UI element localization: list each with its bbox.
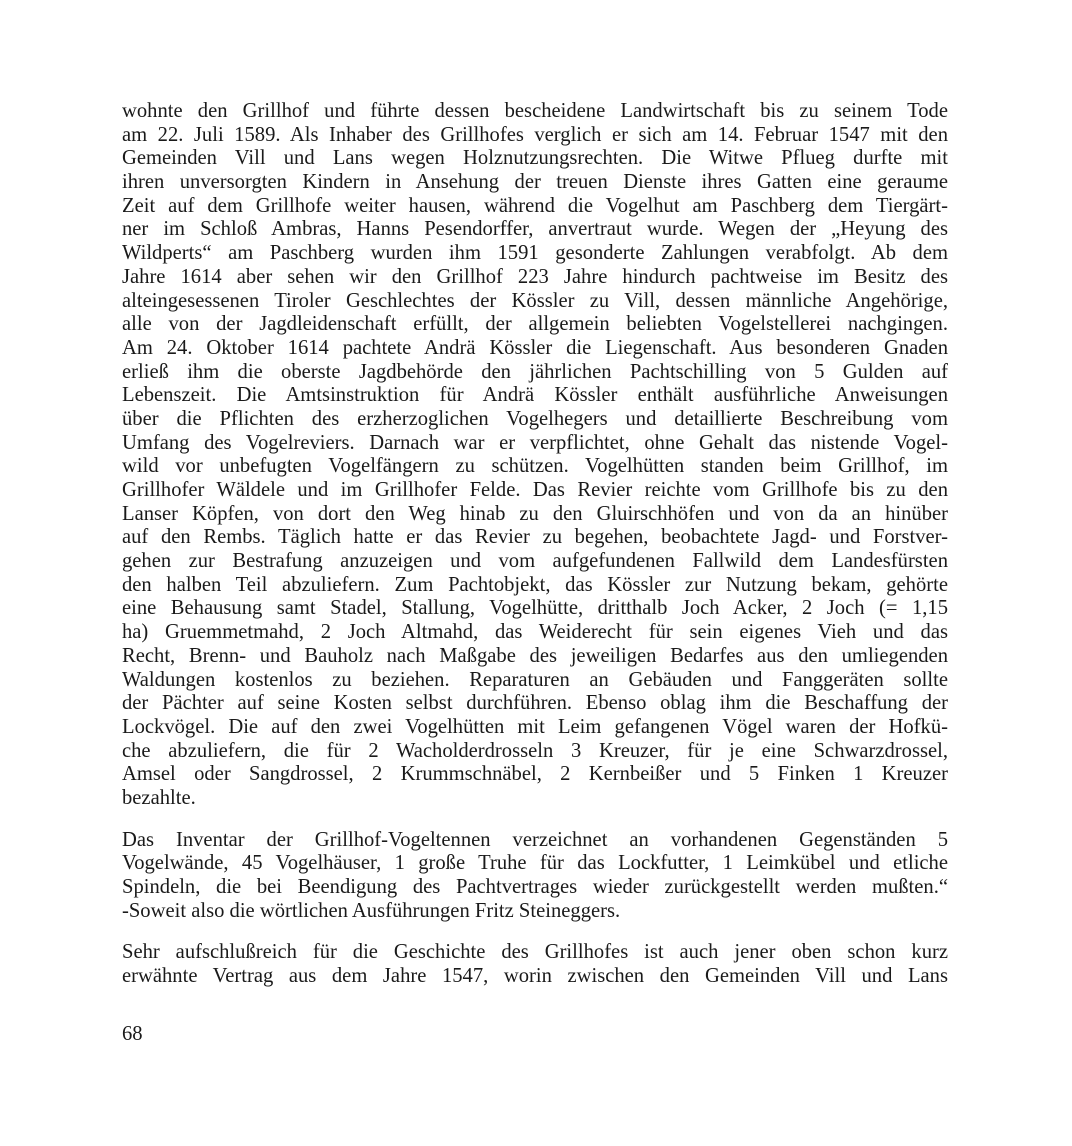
paragraph bbox=[122, 941, 948, 988]
text-line: Sehr aufschlußreich für die Geschichte des Grillhofes ist auch jener oben schon kurz bbox=[122, 941, 948, 964]
paragraph bbox=[122, 100, 948, 811]
text-line: Waldungen kostenlos zu beziehen. Reparaturen an Gebäuden und Fanggeräten sollte bbox=[122, 668, 948, 691]
text-line: auf den Rembs. Täglich hatte er das Revier zu begehen, beobachtete Jagd- und Forstver- bbox=[122, 526, 948, 549]
text-line: ihren unversorgten Kindern in Ansehung der treuen Dienste ihres Gatten eine geraume bbox=[122, 171, 948, 194]
text-line: Amsel oder Sangdrossel, 2 Krummschnäbel, 2 Kernbeißer und 5 Finken 1 Kreuzer bbox=[122, 763, 948, 786]
paragraph-gap bbox=[122, 811, 948, 829]
text-line: ha) Gruemmetmahd, 2 Joch Altmahd, das Weiderecht für sein eigenes Vieh und das bbox=[122, 621, 948, 644]
text-line: erwähnte Vertrag aus dem Jahre 1547, worin zwischen den Gemeinden Vill und Lans bbox=[122, 965, 948, 988]
text-line: ner im Schloß Ambras, Hanns Pesendorffer, anvertraut wurde. Wegen der „Heyung des bbox=[122, 218, 948, 241]
text-line: gehen zur Bestrafung anzuzeigen und vom aufgefundenen Fallwild dem Landesfürsten bbox=[122, 550, 948, 573]
text-line: über die Pflichten des erzherzoglichen Vogelhegers und detaillierte Beschreibung vom bbox=[122, 407, 948, 430]
text-line: Gemeinden Vill und Lans wegen Holznutzungsrechten. Die Witwe Pflueg durfte mit bbox=[122, 147, 948, 170]
text-line: Grillhofer Wäldele und im Grillhofer Felde. Das Revier reichte vom Grillhofe bis zu den bbox=[122, 479, 948, 501]
text-line: wild vor unbefugten Vogelfängern zu schützen. Vogelhütten standen beim Grillhof, im bbox=[122, 455, 948, 478]
text-line: Zeit auf dem Grillhofe weiter hausen, während die Vogelhut am Paschberg dem Tiergärt- bbox=[122, 194, 948, 217]
text-line: alteingesessenen Tiroler Geschlechtes der Kössler zu Vill, dessen männliche Angehörige, bbox=[122, 289, 948, 312]
text-body bbox=[122, 100, 948, 989]
text-line: Jahre 1614 aber sehen wir den Grillhof 223 Jahre hindurch pachtweise im Besitz des bbox=[122, 265, 948, 288]
text-line: den halben Teil abzuliefern. Zum Pachtobjekt, das Kössler zur Nutzung bekam, gehörte bbox=[122, 573, 948, 596]
text-line: Vogelwände, 45 Vogelhäuser, 1 große Truhe für das Lockfutter, 1 Leimkübel und etliche bbox=[122, 852, 948, 875]
text-line: eine Behausung samt Stadel, Stallung, Vogelhütte, dritthalb Joch Acker, 2 Joch (= 1,15 bbox=[122, 597, 948, 620]
text-line: che abzuliefern, die für 2 Wacholderdrosseln 3 Kreuzer, für je eine Schwarzdrossel, bbox=[122, 739, 948, 762]
text-line: Spindeln, die bei Beendigung des Pachtvertrages wieder zurückgestellt werden mußten.“ bbox=[122, 876, 948, 898]
text-line: erließ ihm die oberste Jagdbehörde den jährlichen Pachtschilling von 5 Gulden auf bbox=[122, 360, 948, 383]
page-body bbox=[122, 100, 948, 989]
text-line: Wildperts“ am Paschberg wurden ihm 1591 gesonderte Zahlungen verabfolgt. Ab dem bbox=[122, 242, 948, 265]
paragraph-gap bbox=[122, 923, 948, 941]
text-line: alle von der Jagdleidenschaft erfüllt, der allgemein beliebten Vogelstellerei nachgingen. bbox=[122, 313, 948, 336]
text-line: Das Inventar der Grillhof-Vogeltennen verzeichnet an vorhandenen Gegenständen 5 bbox=[122, 828, 948, 851]
paragraph bbox=[122, 829, 948, 924]
text-line: wohnte den Grillhof und führte dessen bescheidene Landwirtschaft bis zu seinem Tode bbox=[122, 100, 948, 122]
text-line: am 22. Juli 1589. Als Inhaber des Grillhofes verglich er sich am 14. Februar 1547 mit den bbox=[122, 123, 948, 146]
text-line: bezahlte. bbox=[122, 786, 196, 809]
text-line: Am 24. Oktober 1614 pachtete Andrä Kössler die Liegenschaft. Aus besonderen Gnaden bbox=[122, 336, 948, 359]
text-line: -Soweit also die wörtlichen Ausführungen Fritz Steineggers. bbox=[122, 899, 621, 922]
text-line: der Pächter auf seine Kosten selbst durchführen. Ebenso oblag ihm die Beschaffung der bbox=[122, 692, 948, 715]
text-line: Lebenszeit. Die Amtsinstruktion für Andrä Kössler enthält ausführliche Anweisungen bbox=[122, 384, 948, 407]
text-line: Lockvögel. Die auf den zwei Vogelhütten mit Leim gefangenen Vögel waren der Hofkü- bbox=[122, 715, 948, 738]
text-line: Lanser Köpfen, von dort den Weg hinab zu den Gluirschhöfen und von da an hinüber bbox=[122, 502, 948, 525]
page-number: 68 bbox=[122, 1023, 143, 1045]
text-line: Umfang des Vogelreviers. Darnach war er verpflichtet, ohne Gehalt das nistende Vogel- bbox=[122, 431, 948, 454]
text-line: Recht, Brenn- und Bauholz nach Maßgabe des jeweiligen Bedarfes aus den umliegenden bbox=[122, 644, 948, 667]
